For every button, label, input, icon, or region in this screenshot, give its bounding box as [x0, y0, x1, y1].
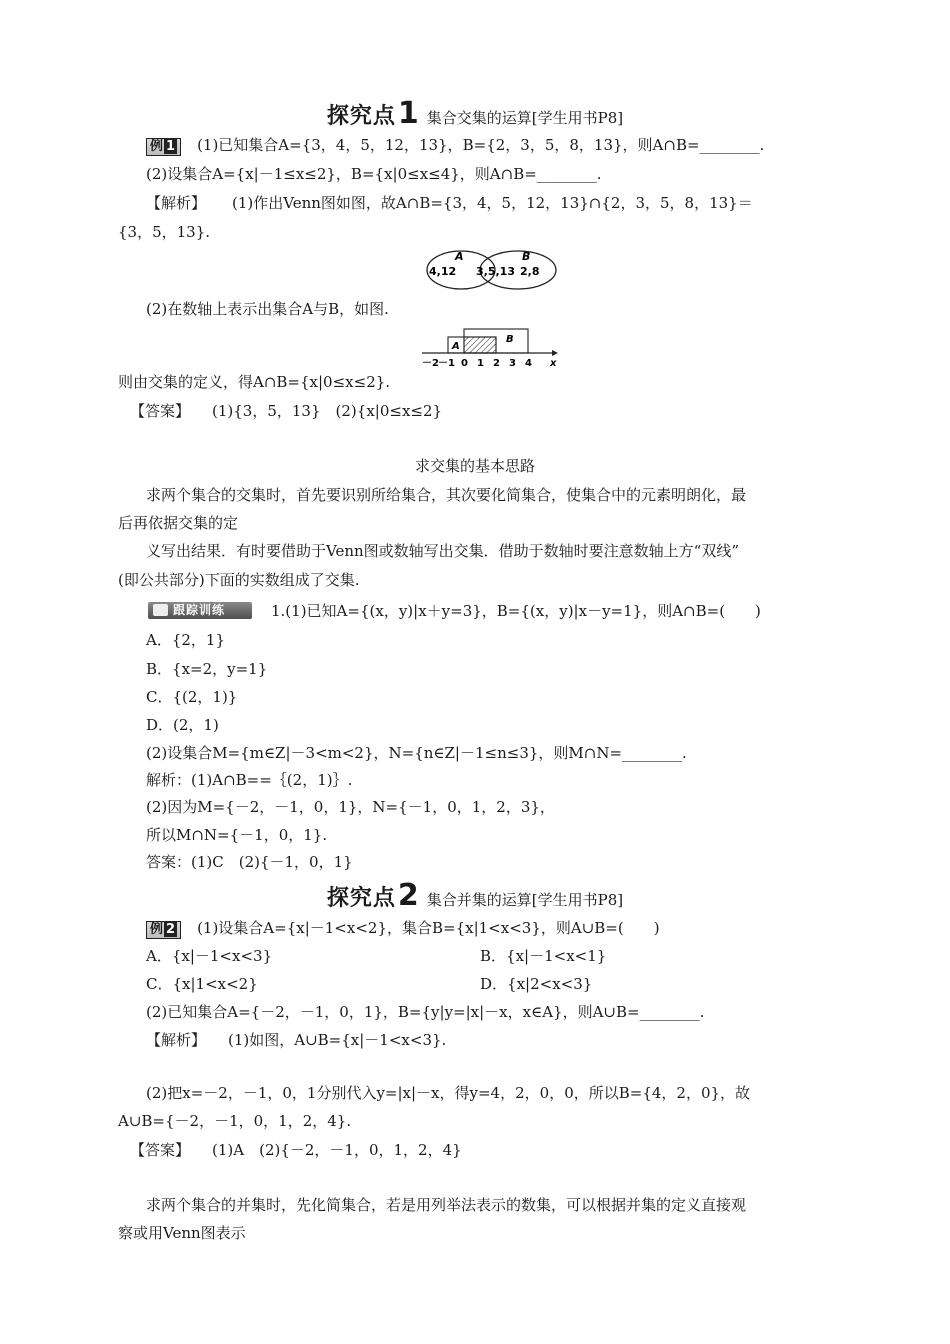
example-2-solution-1: 【解析】 (1)如图，A∪B={x|－1<x<3}.	[146, 1031, 447, 1049]
tick-label: 0	[461, 358, 468, 369]
section-2-subtitle: 集合并集的运算[学生用书P8]	[426, 891, 624, 909]
example-2-question-1: 例 2 (1)设集合A={x|－1<x<2}，集合B={x|1<x<3}，则A∪B=( )	[146, 918, 660, 939]
section-2-heading	[0, 878, 950, 913]
section-1-subtitle: 集合交集的运算[学生用书P8]	[426, 109, 624, 127]
example-1-badge: 例 1	[146, 138, 181, 156]
tracking-option-b: B．{x=2，y=1}	[146, 660, 268, 678]
example-1-solution-line-2: (2)在数轴上表示出集合A与B，如图.	[146, 300, 389, 318]
section-2-title: 探究点	[326, 886, 396, 911]
example-2-question-2: (2)已知集合A={－2，－1，0，1}，B={y|y=|x|－x，x∈A}，则A∪B=________.	[146, 1003, 705, 1021]
section-1-number: 1	[397, 96, 419, 131]
solution-label: 【解析】	[146, 194, 207, 212]
section-1-heading	[0, 96, 950, 131]
tick-label: 4	[525, 358, 532, 369]
example-2-option-a: A．{x|－1<x<3}	[146, 947, 273, 965]
venn-region-a-only: 4,12	[429, 265, 457, 278]
example-1-answer: 【答案】 (1){3，5，13} (2){x|0≤x≤2}	[130, 402, 443, 420]
method-2-paragraph-1b: 察或用Venn图表示	[118, 1224, 246, 1242]
example-1-question-1: 例 1 (1)已知集合A={3，4，5，12，13}，B={2，3，5，8，13}，则A∩B=________.	[146, 135, 764, 156]
tracking-question-2: (2)设集合M={m∈Z|－3<m<2}，N={n∈Z|－1≤n≤3}，则M∩N=________.	[146, 744, 687, 762]
example-2-solution-2: (2)把x=－2，－1，0，1分别代入y=|x|－x，得y=4，2，0，0，所以B={4，2，0}，故	[146, 1084, 751, 1102]
example-1-solution-line-1b: {3，5，13}.	[118, 223, 211, 241]
section-2-number: 2	[397, 878, 419, 913]
section-1-title: 探究点	[326, 104, 396, 129]
method-1-paragraph-1b: 后再依据交集的定	[118, 514, 239, 532]
solution-label: 【解析】	[146, 1031, 207, 1049]
number-line-diagram	[420, 323, 560, 369]
tracking-answer: 答案：(1)C (2){－1，0，1}	[146, 853, 353, 871]
tick-label: 3	[509, 358, 516, 369]
tick-label: 1	[477, 358, 484, 369]
axis-variable: x	[550, 358, 557, 369]
tracking-option-d: D．(2，1)	[146, 716, 219, 734]
method-2-paragraph-1: 求两个集合的并集时，先化简集合，若是用列举法表示的数集，可以根据并集的定义直接观	[146, 1196, 747, 1214]
method-1-paragraph-1: 求两个集合的交集时，首先要识别所给集合，其次要化简集合，使集合中的元素明朗化，最	[146, 486, 747, 504]
number-line-label-b: B	[506, 334, 514, 345]
tracking-solution-3: 所以M∩N={－1，0，1}.	[146, 826, 328, 844]
tick-label: －2	[422, 358, 439, 369]
tick-label: 2	[493, 358, 500, 369]
tracking-solution-1: 解析：(1)A∩B==｛(2，1)｝.	[146, 771, 353, 789]
method-1-paragraph-2: 义写出结果．有时要借助于Venn图或数轴写出交集．借助于数轴时要注意数轴上方“双线”	[146, 542, 739, 560]
number-line-label-a: A	[452, 341, 460, 352]
example-2-badge: 例 2	[146, 921, 181, 939]
example-2-option-b: B．{x|－1<x<1}	[480, 947, 607, 965]
example-1-solution-line-1: 【解析】 (1)作出Venn图如图，故A∩B={3，4，5，12，13}∩{2，3，5，8，13}＝	[146, 194, 753, 212]
venn-region-b-only: 2,8	[520, 265, 540, 278]
method-1-paragraph-2b: (即公共部分)下面的实数组成了交集.	[118, 571, 360, 589]
example-1-question-2: (2)设集合A={x|－1≤x≤2}，B={x|0≤x≤4}，则A∩B=________.	[146, 165, 602, 183]
example-2-solution-2b: A∪B={－2，－1，0，1，2，4}.	[118, 1112, 352, 1130]
tick-label: －1	[438, 358, 455, 369]
tracking-option-c: C．{(2，1)}	[146, 688, 238, 706]
tracking-solution-2: (2)因为M={－2，－1，0，1}，N={－1，0，1，2，3}，	[146, 798, 555, 816]
venn-label-b: B	[522, 250, 531, 263]
tracking-question-1: 1.(1)已知A={(x，y)|x＋y=3}，B={(x，y)|x－y=1}，则A∩B=( )	[271, 602, 761, 620]
venn-label-a: A	[455, 250, 464, 263]
example-2-answer: 【答案】 (1)A (2){－2，－1，0，1，2，4}	[130, 1141, 462, 1159]
answer-label: 【答案】	[130, 1141, 191, 1159]
method-1-title: 求交集的基本思路	[414, 457, 535, 475]
example-2-option-d: D．{x|2<x<3}	[480, 975, 593, 993]
venn-region-intersection: 3,5,13	[476, 265, 515, 278]
example-1-solution-line-3: 则由交集的定义，得A∩B={x|0≤x≤2}.	[118, 373, 391, 391]
notebook-icon	[153, 604, 168, 616]
tracking-practice-badge: 跟踪训练	[148, 602, 252, 619]
example-2-option-c: C．{x|1<x<2}	[146, 975, 258, 993]
answer-label: 【答案】	[130, 402, 191, 420]
venn-diagram	[423, 247, 561, 295]
tracking-option-a: A．{2，1}	[146, 631, 226, 649]
